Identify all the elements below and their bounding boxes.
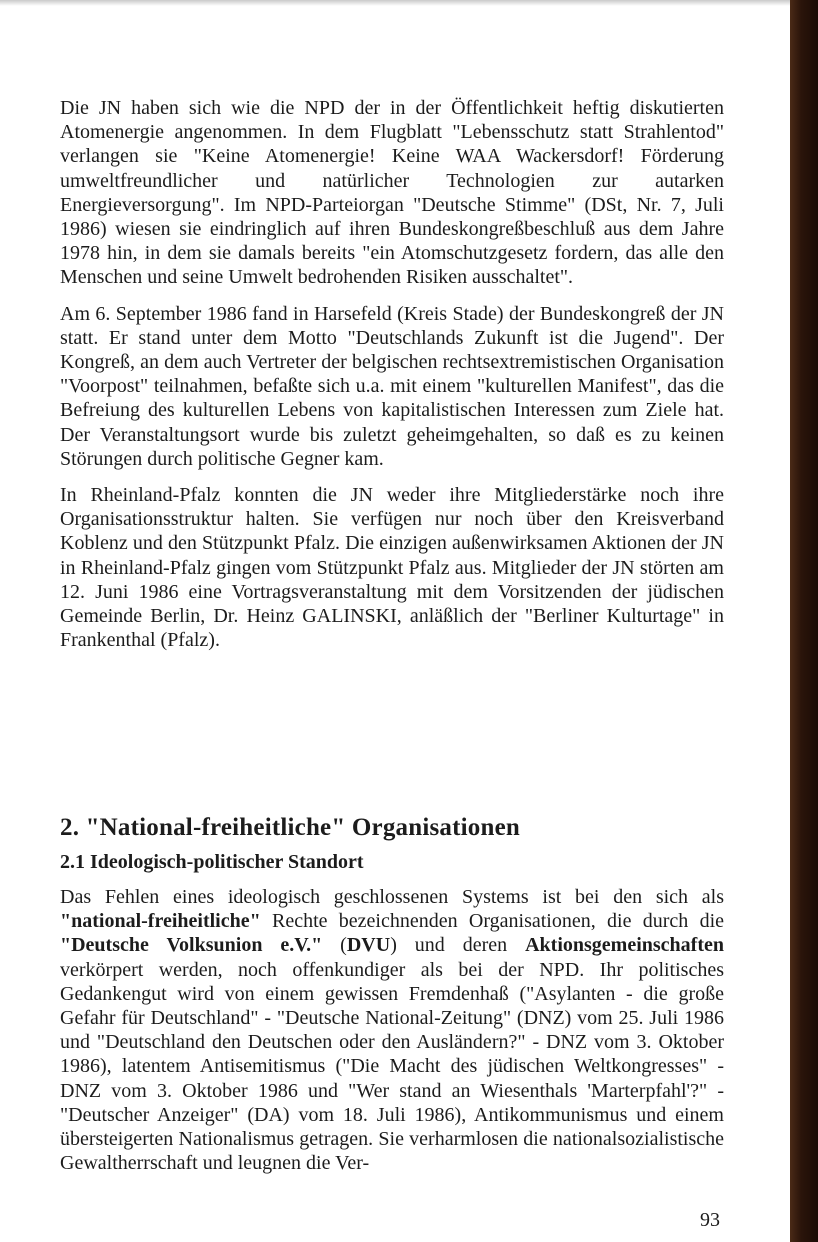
text-run: Rechte bezeichnenden Organisationen, die durch die: [260, 910, 724, 933]
text-run: verkörpert werden, noch offenkundiger als bei der NPD. Ihr politisches Gedankengut wird von einem gewissen Fremdenhaß ("Asylanten - die große Gefahr für Deutschland" - "Deutsche National-Zeitung" (DNZ) vom 25. Juli 1986 und "Deutschland den Deutschen oder den Ausländern?" - DNZ vom 3. Oktober 1986), latentem Antisemitismus ("Die Macht des jüdischen Weltkongresses" - DNZ vom 3. Oktober 1986 und "Wer stand an Wiesenthals 'Marterpfahl'?" - "Deutscher Anzeiger" (DA) vom 18. Juli 1986), Antikommunismus und einem übersteigerten Nationalismus getragen. Sie verharmlosen die nationalsozialistische Gewaltherrschaft und leugnen die Ver-: [60, 958, 724, 1175]
bold-term-aktionsgemeinschaften: Aktionsgemeinschaften: [525, 934, 724, 957]
paragraph-rheinland-pfalz: In Rheinland-Pfalz konnten die JN weder ihre Mitgliederstärke noch ihre Organisationsstruktur halten. Sie verfügen nur noch über den Kreisverband Koblenz und den Stützpunkt Pfalz. Die einzigen außenwirksamen Aktionen der JN in Rheinland-Pfalz gingen vom Stützpunkt Pfalz aus. Mitglieder der JN störten am 12. Juni 1986 eine Vortragsveranstaltung mit dem Vorsitzenden der jüdischen Gemeinde Berlin, Dr. Heinz GALINSKI, anläßlich der "Berliner Kulturtage" in Frankenthal (Pfalz).: [60, 484, 724, 652]
bold-term-dvu-full: "Deutsche Volksunion e.V.": [60, 934, 323, 957]
paragraph-ideologie: [60, 885, 724, 1175]
book-spine: [790, 0, 818, 1242]
paragraph-bundeskongress: Am 6. September 1986 fand in Harsefeld (Kreis Stade) der Bundeskongreß der JN statt. Er stand unter dem Motto "Deutschlands Zukunft ist die Jugend". Der Kongreß, an dem auch Vertreter der belgischen rechtsextremistischen Organisation "Voorpost" teilnahmen, befaßte sich u.a. mit einem "kulturellen Manifest", das die Befreiung des kulturellen Lebens von kapitalistischen Interessen zum Ziele hat. Der Veranstaltungsort wurde bis zuletzt geheimgehalten, so daß es zu keinen Störungen durch politische Gegner kam.: [60, 302, 724, 470]
page-body: [60, 96, 724, 652]
text-run: (: [322, 934, 347, 957]
subsection-heading: 2.1 Ideologisch-politischer Standort: [60, 851, 364, 873]
bold-term-dvu: DVU: [346, 934, 391, 957]
text-run: ) und deren: [390, 934, 526, 957]
page-number: 93: [700, 1209, 720, 1231]
section-national-freiheitliche: [60, 813, 724, 1175]
page-top-edge: [0, 0, 790, 6]
section-heading: 2. "National-freiheitliche" Organisationen: [60, 814, 520, 841]
paragraph-atomenergie: Die JN haben sich wie die NPD der in der Öffentlichkeit heftig diskutierten Atomenergie angenommen. In dem Flugblatt "Lebensschutz statt Strahlentod" verlangen sie "Keine Atomenergie! Keine WAA Wackersdorf! Förderung umweltfreundlicher und natürlicher Technologien zur autarken Energieversorgung". Im NPD-Parteiorgan "Deutsche Stimme" (DSt, Nr. 7, Juli 1986) wiesen sie eindringlich auf ihren Bundeskongreßbeschluß aus dem Jahre 1978 hin, in dem sie damals bereits "ein Atomschutzgesetz fordern, das alle den Menschen und seine Umwelt bedrohenden Risiken ausschaltet".: [60, 97, 724, 289]
bold-term-national-freiheitliche: "national-freiheitliche": [60, 910, 261, 933]
text-run: Das Fehlen eines ideologisch geschlossenen Systems ist bei den sich als: [60, 886, 724, 908]
